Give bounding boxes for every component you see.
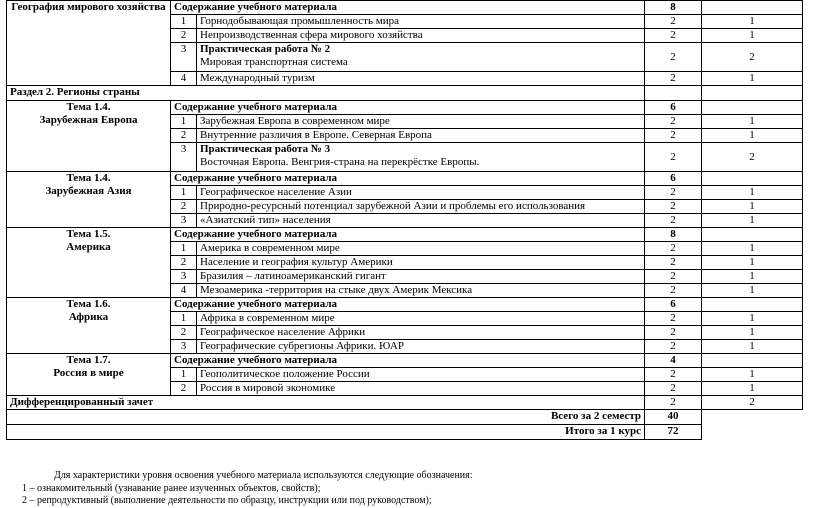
item-level: 1 [702,368,803,382]
item-content: Африка в современном мире [197,312,645,326]
practical-work-title: Практическая работа № 2 [200,43,331,55]
topic-hours: 8 [645,228,702,242]
item-content: Географическое население Азии [197,186,645,200]
topic-code: Тема 1.6. [66,298,111,310]
item-level: 2 [702,43,803,72]
topic-hours: 6 [645,298,702,312]
item-hours: 2 [645,312,702,326]
level-cell [702,1,803,15]
practical-work-title: Практическая работа № 3 [200,143,331,155]
item-content: «Азиатский тип» населения [197,214,645,228]
topic-code: Тема 1.7. [66,354,111,366]
curriculum-table [6,0,803,440]
item-level: 1 [702,270,803,284]
item-number: 2 [171,200,197,214]
item-hours: 2 [645,129,702,143]
content-header-row [7,354,803,368]
topic-cell [7,354,171,396]
level-cell [702,172,803,186]
topic-hours: 6 [645,172,702,186]
item-content: Америка в современном мире [197,242,645,256]
item-content: Горнодобывающая промышленность мира [197,15,645,29]
item-number: 3 [171,143,197,172]
item-number: 1 [171,186,197,200]
item-number: 1 [171,242,197,256]
item-number: 3 [171,43,197,72]
item-content: Население и география культур Америки [197,256,645,270]
topic-name: Россия в мире [53,367,124,379]
topic-name: Зарубежная Европа [39,114,138,126]
content-header: Содержание учебного материала [171,101,645,115]
level-cell [702,101,803,115]
item-level: 1 [702,256,803,270]
item-hours: 2 [645,270,702,284]
topic-hours: 4 [645,354,702,368]
item-number: 1 [171,15,197,29]
practical-work-text: Мировая транспортная система [200,56,348,68]
topic-name: Африка [68,311,109,323]
note-line: Для характеристики уровня освоения учебного материала используются следующие обозначения: [54,470,473,481]
total-row [7,410,803,425]
item-content: Непроизводственная сфера мирового хозяйства [197,29,645,43]
item-level: 1 [702,29,803,43]
item-content [197,43,645,72]
item-hours: 2 [645,186,702,200]
section-row [7,86,803,101]
item-hours: 2 [645,368,702,382]
item-content: Международный туризм [197,72,645,86]
topic-code: Тема 1.4. [66,172,111,184]
item-hours: 2 [645,72,702,86]
item-level: 1 [702,382,803,396]
item-content: Географическое население Африки [197,326,645,340]
level-cell [702,298,803,312]
item-level: 1 [702,340,803,354]
topic-cell [7,101,171,172]
item-content: Россия в мировой экономике [197,382,645,396]
item-level: 1 [702,186,803,200]
item-number: 3 [171,340,197,354]
item-content: Внутренние различия в Европе. Северная Европа [197,129,645,143]
hours-cell [645,86,702,101]
level-cell [702,86,803,101]
credit-level: 2 [702,396,803,410]
blank-cell [702,410,803,425]
item-number: 2 [171,326,197,340]
topic-name: Америка [66,241,111,253]
item-number: 1 [171,115,197,129]
item-level: 1 [702,72,803,86]
curriculum-sheet [6,0,802,440]
item-level: 1 [702,214,803,228]
item-hours: 2 [645,43,702,72]
item-content: Геополитическое положение России [197,368,645,382]
credit-label: Дифференцированный зачет [7,396,645,410]
item-level: 1 [702,129,803,143]
item-hours: 2 [645,382,702,396]
content-header-row [7,228,803,242]
item-number: 2 [171,382,197,396]
item-level: 1 [702,312,803,326]
content-header-row [7,298,803,312]
item-content: Бразилия – латиноамериканский гигант [197,270,645,284]
item-hours: 2 [645,214,702,228]
item-level: 1 [702,200,803,214]
content-header-row [7,101,803,115]
item-content: Природно-ресурсный потенциал зарубежной Азии и проблемы его использования [197,200,645,214]
item-hours: 2 [645,15,702,29]
item-level: 1 [702,242,803,256]
credit-hours: 2 [645,396,702,410]
item-hours: 2 [645,143,702,172]
total-value: 72 [645,425,702,440]
content-header-row [7,1,803,15]
item-hours: 2 [645,242,702,256]
item-number: 2 [171,29,197,43]
item-number: 2 [171,129,197,143]
item-level: 1 [702,15,803,29]
level-cell [702,228,803,242]
content-header: Содержание учебного материала [171,1,645,15]
item-level: 1 [702,284,803,298]
topic-cell: География мирового хозяйства [7,1,171,86]
content-header-row [7,172,803,186]
content-header: Содержание учебного материала [171,298,645,312]
item-number: 2 [171,256,197,270]
total-value: 40 [645,410,702,425]
item-hours: 2 [645,284,702,298]
item-hours: 2 [645,326,702,340]
section-title: Раздел 2. Регионы страны [7,86,645,101]
item-hours: 2 [645,115,702,129]
topic-hours: 8 [645,1,702,15]
total-label: Всего за 2 семестр [7,410,645,425]
item-level: 1 [702,115,803,129]
note-line: 2 – репродуктивный (выполнение деятельности по образцу, инструкции или под руководством); [22,495,432,506]
topic-cell [7,228,171,298]
item-level: 2 [702,143,803,172]
item-content [197,143,645,172]
level-cell [702,354,803,368]
item-hours: 2 [645,340,702,354]
item-number: 1 [171,368,197,382]
topic-cell [7,172,171,228]
content-header: Содержание учебного материала [171,354,645,368]
topic-code: Тема 1.5. [66,228,111,240]
topic-name: Зарубежная Азия [45,185,132,197]
item-hours: 2 [645,29,702,43]
item-number: 3 [171,270,197,284]
topic-cell [7,298,171,354]
item-number: 4 [171,72,197,86]
blank-cell [702,425,803,440]
item-content: Географические субрегионы Африки. ЮАР [197,340,645,354]
item-level: 1 [702,326,803,340]
item-hours: 2 [645,200,702,214]
total-row [7,425,803,440]
content-header: Содержание учебного материала [171,172,645,186]
item-number: 1 [171,312,197,326]
item-hours: 2 [645,256,702,270]
note-line: 1 – ознакомительный (узнавание ранее изученных объектов, свойств); [22,482,321,494]
total-label: Итого за 1 курс [7,425,645,440]
content-header: Содержание учебного материала [171,228,645,242]
level-notes [22,470,473,508]
item-number: 4 [171,284,197,298]
topic-code: Тема 1.4. [66,101,111,113]
item-number: 3 [171,214,197,228]
item-content: Мезоамерика -территория на стыке двух Америк Мексика [197,284,645,298]
credit-row [7,396,803,410]
topic-hours: 6 [645,101,702,115]
item-content: Зарубежная Европа в современном мире [197,115,645,129]
practical-work-text: Восточная Европа. Венгрия-страна на перекрёстке Европы. [200,156,480,168]
